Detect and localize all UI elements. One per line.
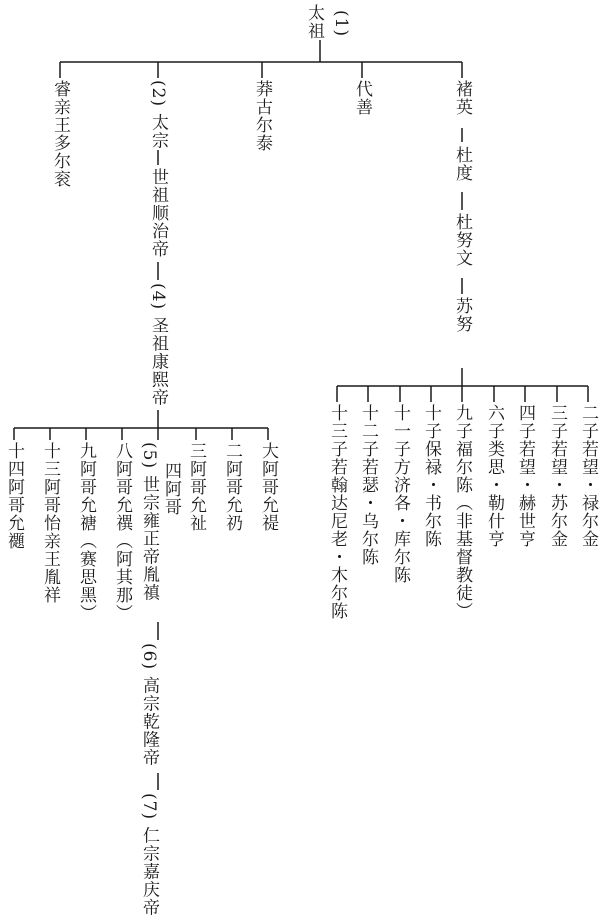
node-yunzhi: 三阿哥允祉 [186, 442, 206, 532]
node-chuying: 褚英 [452, 80, 472, 116]
node-kangxi: (4) 圣祖康熙帝 [148, 283, 168, 407]
node-yunti: 十四阿哥允禵 [4, 442, 24, 550]
node-shunzhi: 世祖顺治帝 [148, 168, 168, 258]
node-yuntang: 九阿哥允禟（赛思黑） [76, 442, 96, 622]
node-yongzheng: (5) 世宗雍正帝胤禛 [139, 442, 159, 602]
node-dunuwen: 杜努文 [452, 213, 472, 267]
node-sunu-son-9: 九子福尔陈（非基督教徒） [452, 404, 472, 620]
node-sunu: 苏努 [452, 297, 472, 333]
node-sunu-son-10: 十子保禄・书尔陈 [421, 404, 441, 548]
node-sunu-son-6: 六子类思・勒什亨 [484, 404, 504, 548]
node-sunu-son-13: 十三子若翰达尼老・木尔陈 [327, 404, 347, 620]
node-fourth-prince: 四阿哥 [161, 462, 181, 516]
node-sunu-son-3: 三子若望・苏尔金 [547, 404, 567, 548]
node-jiaqing: (7) 仁宗嘉庆帝 [139, 793, 159, 917]
node-yunreng: 二阿哥允礽 [222, 442, 242, 532]
node-qianlong: (6) 高宗乾隆帝 [139, 643, 159, 767]
node-manggultai: 莽古尔泰 [252, 80, 272, 152]
root-number: (1) [331, 10, 351, 38]
node-daishan: 代善 [352, 80, 372, 116]
node-yinxiang: 十三阿哥怡亲王胤祥 [40, 442, 60, 604]
node-taizong: (2) 太宗 [148, 80, 168, 150]
node-yunzhi-eldest: 大阿哥允禔 [258, 442, 278, 532]
node-dudu: 杜度 [452, 146, 472, 182]
node-yunsi: 八阿哥允禩（阿其那） [112, 442, 132, 622]
root-name: 太祖 [304, 4, 324, 40]
node-sunu-son-11: 十一子方济各・库尔陈 [390, 404, 410, 584]
node-dorgon: 睿亲王多尔衮 [50, 80, 70, 188]
node-sunu-son-2: 二子若望・禄尔金 [578, 404, 598, 548]
node-sunu-son-12: 十二子若瑟・乌尔陈 [358, 404, 378, 566]
node-sunu-son-4: 四子若望・赫世亨 [515, 404, 535, 548]
